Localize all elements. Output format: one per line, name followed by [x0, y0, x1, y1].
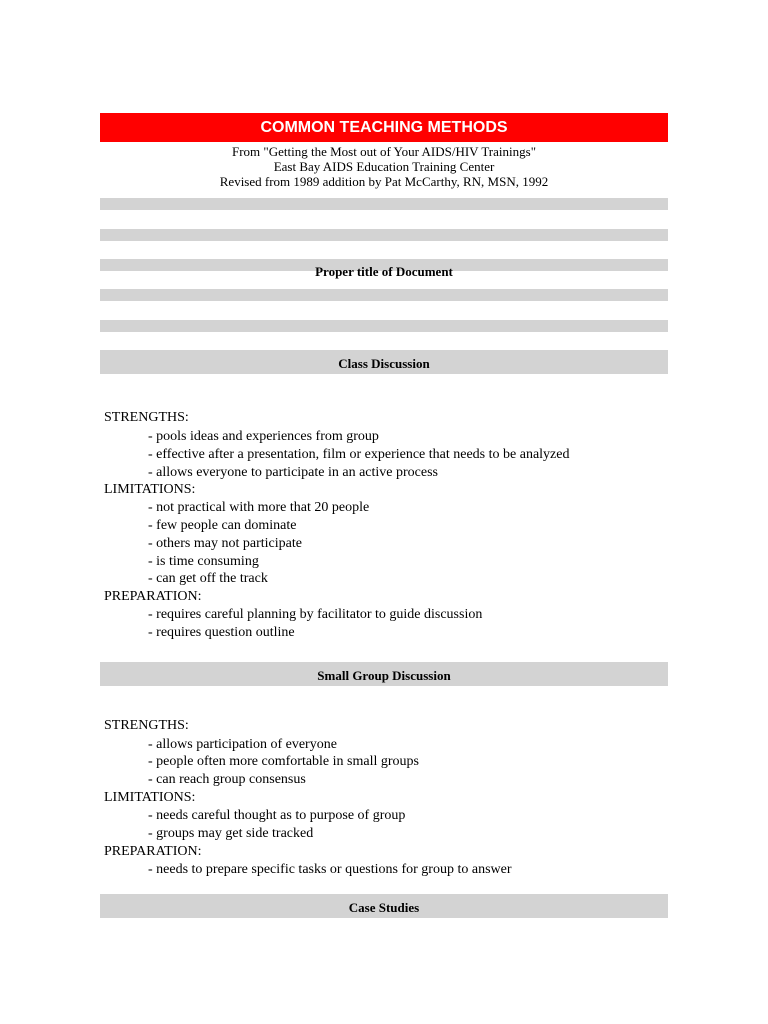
- list-item: - effective after a presentation, film or experience that needs to be analyzed: [148, 447, 570, 462]
- list-item: - not practical with more that 20 people: [148, 500, 370, 515]
- list-item: - requires question outline: [148, 625, 295, 640]
- list-item: - people often more comfortable in small groups: [148, 754, 419, 769]
- list-item: - allows everyone to participate in an active process: [148, 465, 438, 480]
- limitations-label: LIMITATIONS:: [104, 790, 196, 805]
- list-item: - needs careful thought as to purpose of group: [148, 808, 406, 823]
- separator-bar-1: [100, 198, 668, 210]
- list-item: - can get off the track: [148, 571, 268, 586]
- strengths-label: STRENGTHS:: [104, 718, 189, 733]
- list-item: - can reach group consensus: [148, 772, 306, 787]
- clipped-heading: [100, 262, 668, 279]
- separator-bar-5: [100, 320, 668, 332]
- section-header-case-studies: Case Studies: [100, 894, 668, 918]
- list-item: - others may not participate: [148, 536, 302, 551]
- strengths-label: STRENGTHS:: [104, 410, 189, 425]
- list-item: - groups may get side tracked: [148, 826, 314, 841]
- clipped-heading-text: Proper title of Document: [315, 264, 453, 279]
- document-title: COMMON TEACHING METHODS: [100, 113, 668, 142]
- section-header-small-group-discussion: Small Group Discussion: [100, 662, 668, 686]
- organization-line: East Bay AIDS Education Training Center: [273, 159, 495, 174]
- list-item: - requires careful planning by facilitator to guide discussion: [148, 607, 483, 622]
- preparation-label: PREPARATION:: [104, 844, 202, 859]
- list-item: - pools ideas and experiences from group: [148, 429, 379, 444]
- revision-line: Revised from 1989 addition by Pat McCarthy, RN, MSN, 1992: [219, 174, 549, 189]
- list-item: - is time consuming: [148, 554, 259, 569]
- limitations-label: LIMITATIONS:: [104, 482, 196, 497]
- separator-bar-4: [100, 289, 668, 301]
- section-header-class-discussion: Class Discussion: [100, 350, 668, 374]
- list-item: - needs to prepare specific tasks or questions for group to answer: [148, 862, 512, 877]
- separator-bar-2: [100, 229, 668, 241]
- source-line: From "Getting the Most out of Your AIDS/HIV Trainings": [232, 144, 536, 159]
- list-item: - allows participation of everyone: [148, 737, 337, 752]
- list-item: - few people can dominate: [148, 518, 297, 533]
- preparation-label: PREPARATION:: [104, 589, 202, 604]
